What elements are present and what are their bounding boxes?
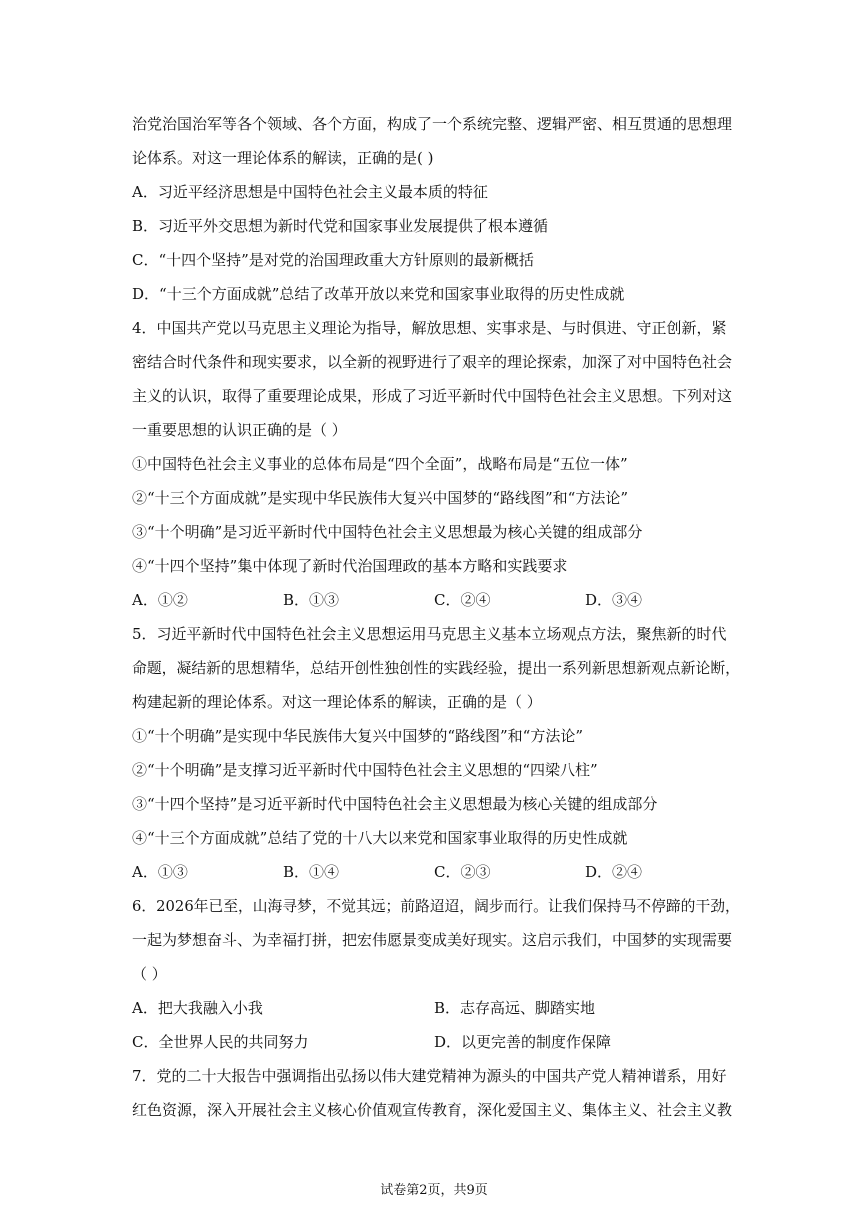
question-4-option-b: B．①③ xyxy=(283,591,340,609)
question-4-option-c: C．②④ xyxy=(434,591,491,609)
question-7-text-line: 7．党的二十大报告中强调指出弘扬以伟大建党精神为源头的中国共产党人精神谱系，用好 xyxy=(132,1067,727,1085)
question-4-statement-2: ②“十三个方面成就”是实现中华民族伟大复兴中国梦的“路线图”和“方法论” xyxy=(132,489,629,507)
question-3-option-b: B．习近平外交思想为新时代党和国家事业发展提供了根本遵循 xyxy=(132,217,549,235)
question-6-option-d: D．以更完善的制度作保障 xyxy=(434,1033,612,1051)
question-6-option-c: C．全世界人民的共同努力 xyxy=(132,1033,309,1051)
question-3-option-c: C．“十四个坚持”是对党的治国理政重大方针原则的最新概括 xyxy=(132,251,534,269)
question-4-text-line: 主义的认识，取得了重要理论成果，形成了习近平新时代中国特色社会主义思想。下列对这 xyxy=(132,387,733,405)
question-6-text-line: （ ） xyxy=(132,965,167,983)
question-4-option-a: A．①② xyxy=(132,591,188,609)
question-4-statement-3: ③“十个明确”是习近平新时代中国特色社会主义思想最为核心关键的组成部分 xyxy=(132,523,643,541)
question-6-text-line: 6．2026年已至，山海寻梦，不觉其远；前路迢迢，阔步而行。让我们保持马不停蹄的干劲， xyxy=(132,897,740,915)
page-footer: 试卷第2页，共9页 xyxy=(380,1183,488,1198)
question-5-option-a: A．①③ xyxy=(132,863,188,881)
question-5-statement-3: ③“十四个坚持”是习近平新时代中国特色社会主义思想最为核心关键的组成部分 xyxy=(132,795,658,813)
question-5-statement-4: ④“十三个方面成就”总结了党的十八大以来党和国家事业取得的历史性成就 xyxy=(132,829,628,847)
question-5-statement-2: ②“十个明确”是支撑习近平新时代中国特色社会主义思想的“四梁八柱” xyxy=(132,761,598,779)
question-3-option-d: D．“十三个方面成就”总结了改革开放以来党和国家事业取得的历史性成就 xyxy=(132,285,625,303)
question-4-text-line: 密结合时代条件和现实要求，以全新的视野进行了艰辛的理论探索，加深了对中国特色社会 xyxy=(132,353,733,371)
question-5-text-line: 5．习近平新时代中国特色社会主义思想运用马克思主义基本立场观点方法，聚焦新的时代 xyxy=(132,625,727,643)
question-5-option-d: D．②④ xyxy=(585,863,643,881)
question-4-text-line: 4．中国共产党以马克思主义理论为指导，解放思想、实事求是、与时俱进、守正创新，紧 xyxy=(132,319,727,337)
question-5-statement-1: ①“十个明确”是实现中华民族伟大复兴中国梦的“路线图”和“方法论” xyxy=(132,727,584,745)
question-4-statement-1: ①中国特色社会主义事业的总体布局是“四个全面”，战略布局是“五位一体” xyxy=(132,455,628,473)
question-5-text-line: 构建起新的理论体系。对这一理论体系的解读，正确的是（ ） xyxy=(132,693,542,711)
question-6-option-b: B．志存高远、脚踏实地 xyxy=(434,999,596,1017)
question-5-option-c: C．②③ xyxy=(434,863,491,881)
question-5-text-line: 命题，凝结新的思想精华，总结开创性独创性的实践经验，提出一系列新思想新观点新论断， xyxy=(132,659,741,677)
question-4-statement-4: ④“十四个坚持”集中体现了新时代治国理政的基本方略和实践要求 xyxy=(132,557,568,575)
question-5-option-b: B．①④ xyxy=(283,863,340,881)
question-6-text-line: 一起为梦想奋斗、为幸福打拼，把宏伟愿景变成美好现实。这启示我们，中国梦的实现需要 xyxy=(132,931,733,949)
question-3-text-line: 治党治国治军等各个领域、各个方面，构成了一个系统完整、逻辑严密、相互贯通的思想理 xyxy=(132,115,733,133)
question-3-option-a: A．习近平经济思想是中国特色社会主义最本质的特征 xyxy=(132,183,488,201)
question-6-option-a: A．把大我融入小我 xyxy=(132,999,263,1017)
question-3-text-line: 论体系。对这一理论体系的解读，正确的是( ) xyxy=(132,149,434,167)
question-4-option-d: D．③④ xyxy=(585,591,643,609)
question-7-text-line: 红色资源，深入开展社会主义核心价值观宣传教育，深化爱国主义、集体主义、社会主义教 xyxy=(132,1101,733,1119)
question-4-text-line: 一重要思想的认识正确的是（ ） xyxy=(132,421,347,439)
